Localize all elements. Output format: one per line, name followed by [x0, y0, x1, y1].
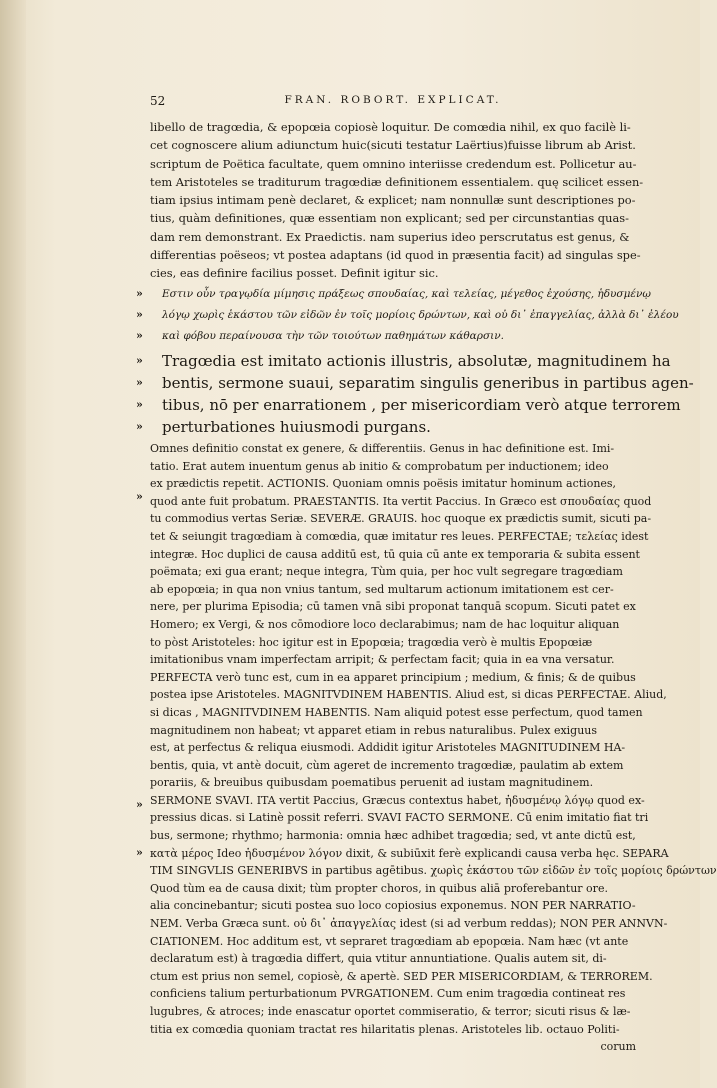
text-line: postea ipse Aristoteles. MAGNITVDINEM HABENTIS. Aliud est, si dicas PERFECTAE. Aliud,	[150, 688, 667, 702]
text-line: cies, eas definire facilius posset. Definit igitur sic.	[150, 266, 439, 281]
text-line: ab epopœia; in qua non vnius tantum, sed multarum actionum imitationem est cer-	[150, 582, 614, 596]
text-line: differentias poëseos; vt postea adaptans (id quod in præsentia facit) ad singulas spe-	[150, 248, 641, 263]
text-line: cet cognoscere alium adiunctum huic(sicuti testatur Laërtius)fuisse librum ab Arist.	[150, 138, 636, 153]
text-line: magnitudinem non habeat; vt apparet etiam in rebus naturalibus. Pulex exiguus	[150, 723, 598, 737]
greek-line: Εστιν οὖν τραγῳδία μίμησις πράξεως σπουδαίας, καὶ τελείας, μέγεθος ἐχούσης, ἡδυσμένῳ	[162, 288, 651, 300]
definition-line: tibus, nō per enarrationem , per misericordiam verò atque terrorem	[162, 396, 681, 414]
intro-paragraph	[150, 118, 644, 283]
quote-mark: »	[136, 398, 143, 411]
text-line: alia concinebantur; sicuti postea suo loco copiosius exponemus. NON PER NARRATIO-	[150, 899, 636, 913]
quote-mark: »	[136, 846, 143, 859]
quote-mark: »	[136, 308, 143, 321]
commentary-text	[150, 440, 717, 1056]
text-line: to pòst Aristoteles: hoc igitur est in Epopœia; tragœdia verò è multis Epopœiæ	[150, 635, 593, 649]
text-line: ctum est prius non semel, copiosè, & apertè. SED PER MISERICORDIAM, & TERROREM.	[150, 969, 653, 983]
text-line: tius, quàm definitiones, quæ essentiam non explicant; sed per circunstantias quas-	[150, 211, 629, 226]
text-line: PERFECTA verò tunc est, cum in ea apparet principium ; medium, & finis; & de quibus	[150, 670, 636, 684]
text-line: NEM. Verba Græca sunt. οὐ δι᾽ ἀπαγγελίας idest (si ad verbum reddas); NON PER ANNVN-	[150, 917, 668, 931]
text-line: tu commodius vertas Seriæ. SEVERÆ. GRAUIS. hoc quoque ex prædictis sumit, sicuti pa-	[150, 512, 652, 526]
text-line: declaratum est) à tragœdia differt, quia vtitur annuntiatione. Qualis autem sit, di-	[150, 952, 607, 966]
text-line: lugubres, & atroces; inde enascatur oportet commiseratio, & terror; sicuti risus & læ-	[150, 1005, 631, 1018]
page-gutter	[0, 0, 26, 1088]
quote-mark: »	[136, 798, 143, 811]
text-line: tet & seiungit tragœdiam à comœdia, quæ imitatur res leues. PERFECTAE; τελείας idest	[150, 529, 649, 543]
text-line: bus, sermone; rhythmo; harmonia: omnia hæc adhibet tragœdia; sed, vt ante dictū est,	[150, 829, 636, 843]
greek-definition	[162, 284, 679, 347]
text-line: integræ. Hoc duplici de causa additū est, tū quia cū ante ex temporaria & subita essent	[150, 547, 640, 561]
text-line: bentis, quia, vt antè docuit, cùm ageret de incremento tragœdiæ, paulatim ab extem	[150, 758, 624, 772]
text-line: libello de tragœdia, & epopœia copiosè loquitur. De comœdia nihil, ex quo facilè li-	[150, 120, 631, 134]
quote-mark: »	[136, 329, 143, 342]
text-line: ex prædictis repetit. ACTIONIS. Quoniam omnis poësis imitatur hominum actiones,	[150, 477, 617, 491]
text-line: imitationibus vnam imperfectam arripit; & perfectam facit; quia in ea vna versatur.	[150, 653, 615, 667]
text-line: Quod tùm ea de causa dixit; tùm propter choros, in quibus aliā proferebantur ore.	[150, 881, 608, 895]
greek-line: καὶ φόβου περαίνουσα τὴν τῶν τοιούτων παθημάτων κάθαρσιν.	[162, 330, 504, 342]
text-line: quod ante fuit probatum. PRAESTANTIS. Ita vertit Paccius. In Græco est σπουδαίας quod	[150, 494, 652, 508]
quote-mark: »	[136, 376, 143, 389]
text-line: Homero; ex Vergi, & nos cōmodiore loco declarabimus; nam de hac loquitur aliquan	[150, 617, 620, 631]
text-line: poëmata; exi gua erant; neque integra, Tùm quia, per hoc vult segregare tragœdiam	[150, 565, 623, 579]
text-line: CIATIONEM. Hoc additum est, vt sepraret tragœdiam ab epopœia. Nam hæc (vt ante	[150, 934, 629, 948]
quote-mark: »	[136, 420, 143, 433]
catchword: corum	[600, 1040, 636, 1054]
text-line: scriptum de Poëtica facultate, quem omnino interiisse credendum est. Pollicetur au-	[150, 156, 637, 171]
quote-mark: »	[136, 354, 143, 367]
quote-mark: »	[136, 490, 143, 503]
text-line: tatio. Erat autem inuentum genus ab initio & comprobatum per inductionem; ideo	[150, 459, 609, 473]
text-line: SERMONE SVAVI. ITA vertit Paccius, Græcus contextus habet, ἡδυσμένῳ λόγῳ quod ex-	[150, 793, 645, 807]
latin-definition	[162, 350, 694, 438]
text-line: tem Aristoteles se traditurum tragœdiæ definitionem essentialem. quę scilicet essen-	[150, 174, 644, 189]
text-line: conficiens talium perturbationum PVRGATIONEM. Cum enim tragœdia contineat res	[150, 987, 626, 1001]
text-line: nere, per plurima Episodia; cū tamen vnā sibi proponat tanquā scopum. Sicuti patet ex	[150, 600, 636, 614]
text-line: si dicas , MAGNITVDINEM HABENTIS. Nam aliquid potest esse perfectum, quod tamen	[150, 705, 643, 719]
page-number: 52	[150, 94, 166, 108]
definition-line: Tragœdia est imitato actionis illustris, absolutæ, magnitudinem ha	[162, 352, 671, 370]
text-line: pressius dicas. si Latinè possit referri. SVAVI FACTO SERMONE. Cū enim imitatio fiat tri	[150, 811, 649, 825]
running-title: FRAN. ROBORT. EXPLICAT.	[284, 94, 502, 106]
quote-mark: »	[136, 287, 143, 300]
text-line: tiam ipsius intimam penè declaret, & explicet; nam nonnullæ sunt descriptiones po-	[150, 193, 636, 208]
greek-line: λόγῳ χωρὶς ἑκάστου τῶν εἰδῶν ἐν τοῖς μορίοις δρώντων, καὶ οὐ δι᾽ ἐπαγγελίας, ἀλλὰ δι᾽ ἐλέου	[162, 309, 679, 321]
text-line: TIM SINGVLIS GENERIBVS in partibus agētibus. χωρὶς ἑκάστου τῶν εἰδῶν ἐν τοῖς μορίοις δρώντων	[150, 864, 717, 878]
text-line: titia ex comœdia quoniam tractat res hilaritatis plenas. Aristoteles lib. octauo Politi-	[150, 1022, 620, 1036]
definition-line: bentis, sermone suaui, separatim singulis generibus in partibus agen-	[162, 374, 694, 392]
text-line: dam rem demonstrant. Ex Praedictis. nam superius ideo perscrutatus est genus, &	[150, 229, 630, 244]
definition-line: perturbationes huiusmodi purgans.	[162, 418, 431, 436]
text-line: Omnes definitio constat ex genere, & differentiis. Genus in hac definitione est. Imi-	[150, 442, 615, 455]
text-line: κατὰ μέρος Ideo ἡδυσμένον λόγον dixit, & subiūxit ferè explicandi causa verba hęc. SEPARA	[150, 846, 669, 860]
text-line: porariis, & breuibus quibusdam poematibus peruenit ad iustam magnitudinem.	[150, 776, 594, 790]
text-line: est, at perfectus & reliqua eiusmodi. Addidit igitur Aristoteles MAGNITUDINEM HA-	[150, 741, 626, 755]
